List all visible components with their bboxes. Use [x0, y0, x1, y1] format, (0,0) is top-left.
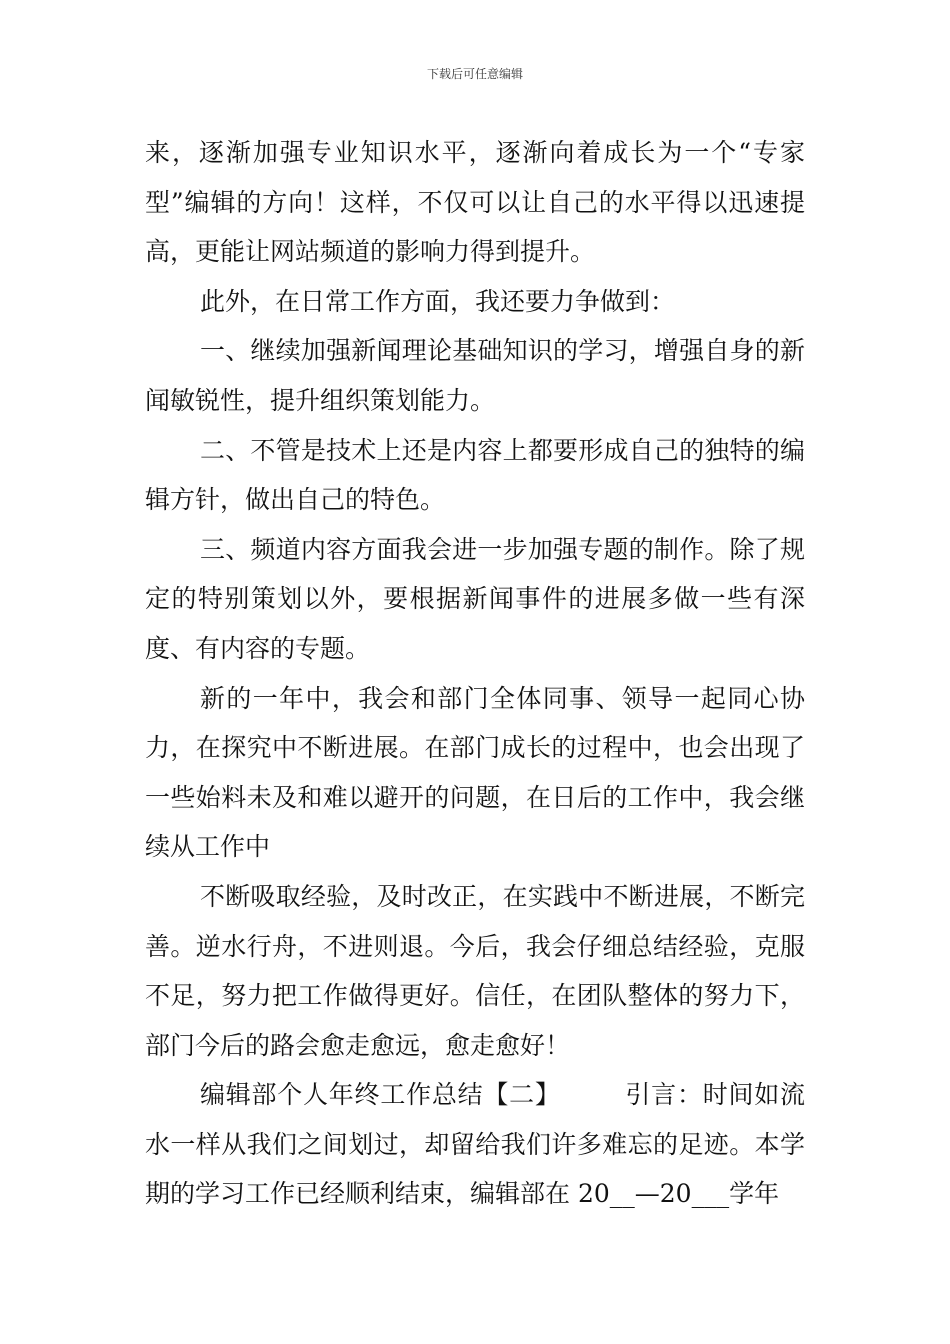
paragraph: 三、频道内容方面我会进一步加强专题的制作。除了规定的特别策划以外，要根据新闻事件的进展多做一些有深度、有内容的专题。 — [145, 534, 805, 663]
document-body — [145, 128, 805, 1219]
paragraph: 来，逐渐加强专业知识水平，逐渐向着成长为一个“专家型”编辑的方向！这样，不仅可以让自己的水平得以迅速提高，更能让网站频道的影响力得到提升。 — [145, 138, 805, 267]
paragraph: 新的一年中，我会和部门全体同事、领导一起同心协力，在探究中不断进展。在部门成长的过程中，也会出现了一些始料未及和难以避开的问题，在日后的工作中，我会继续从工作中 — [145, 683, 805, 862]
paragraph: 二、不管是技术上还是内容上都要形成自己的独特的编辑方针，做出自己的特色。 — [145, 435, 805, 515]
paragraph: 一、继续加强新闻理论基础知识的学习，增强自身的新闻敏锐性，提升组织策划能力。 — [145, 336, 805, 415]
paragraph: 此外，在日常工作方面，我还要力争做到： — [200, 286, 676, 316]
page-header: 下载后可任意编辑 — [426, 67, 523, 81]
paragraph: 不断吸取经验，及时改正，在实践中不断进展，不断完善。逆水行舟，不进则退。今后，我会仔细总结经验，克服不足，努力把工作做得更好。信任，在团队整体的努力下，部门今后的路会愈走愈远，愈走愈好！ — [145, 881, 805, 1060]
paragraph: 编辑部个人年终工作总结【二】 引言：时间如流水一样从我们之间划过，却留给我们许多难忘的足迹。本学期的学习工作已经顺利结束，编辑部在 20__—20___学年 — [145, 1080, 805, 1209]
